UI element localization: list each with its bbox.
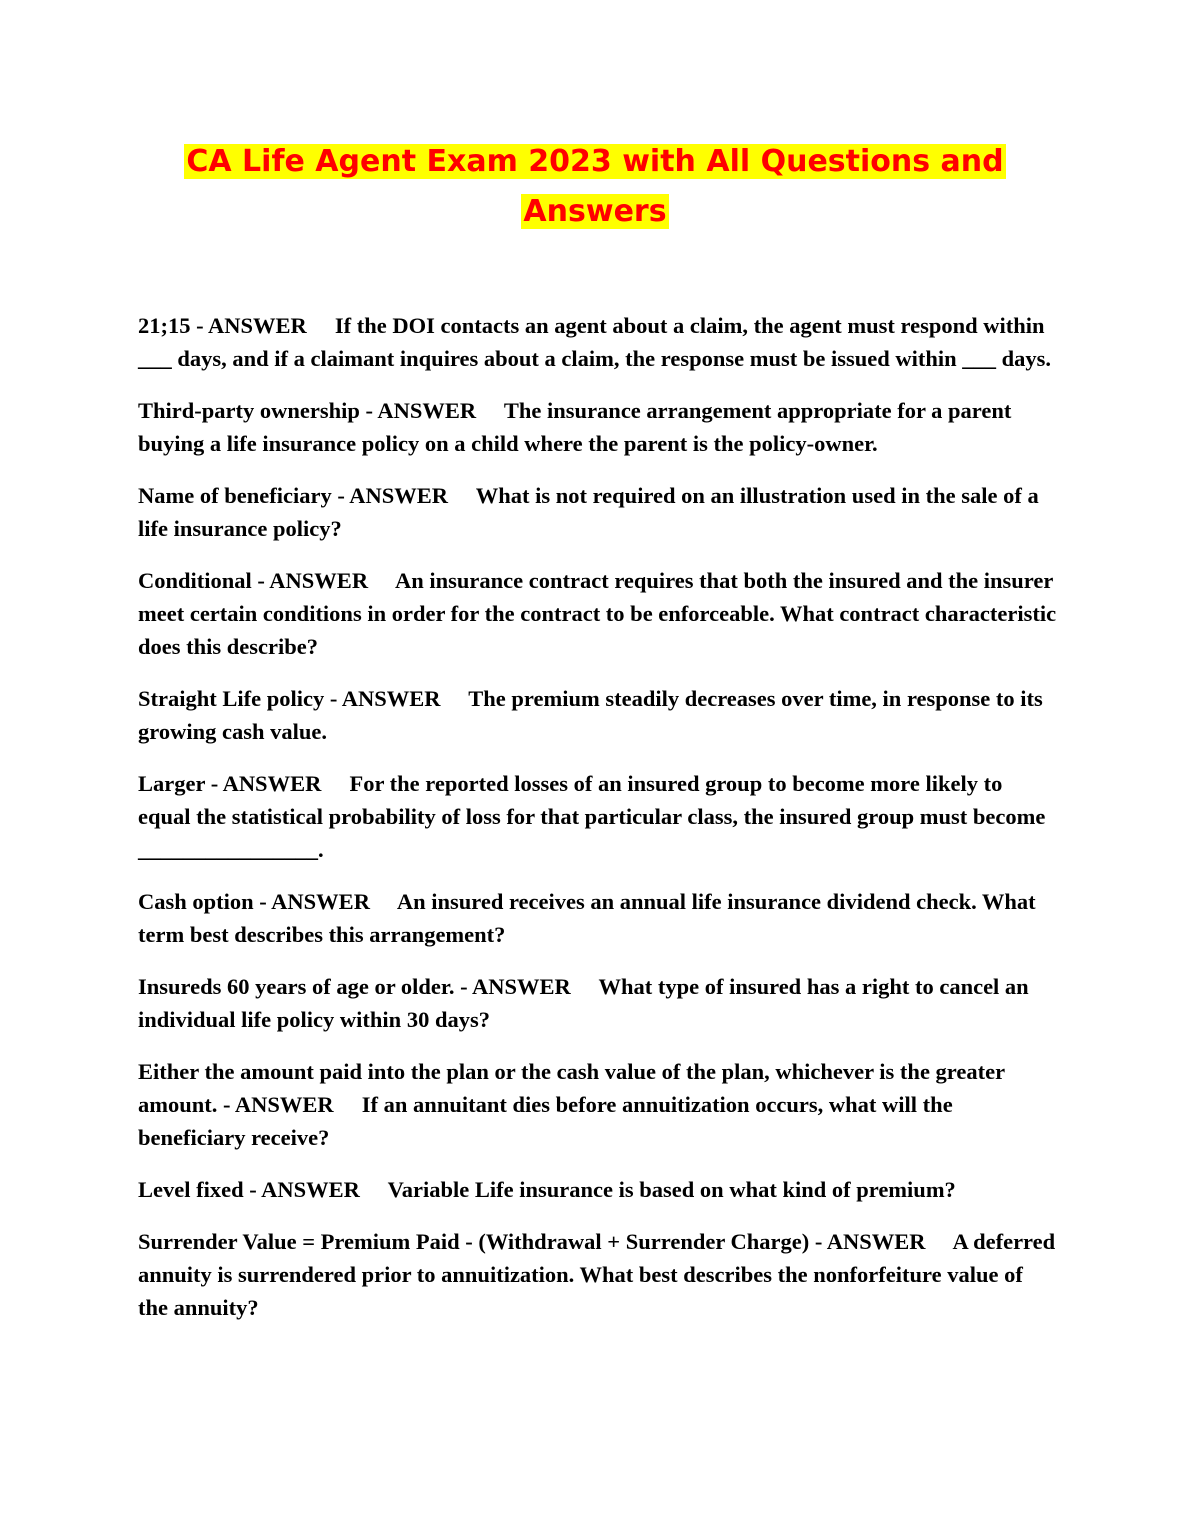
answer-text: Third-party ownership bbox=[138, 398, 360, 423]
qa-item bbox=[138, 885, 1058, 951]
answer-text: 21;15 bbox=[138, 313, 191, 338]
page-title bbox=[0, 137, 1190, 237]
answer-text: Cash option bbox=[138, 889, 254, 914]
qa-item bbox=[138, 479, 1058, 545]
qa-item bbox=[138, 564, 1058, 663]
answer-text: Straight Life policy bbox=[138, 686, 325, 711]
qa-list bbox=[138, 309, 1058, 1343]
answer-marker: - ANSWER bbox=[814, 1229, 926, 1254]
answer-marker: - ANSWER bbox=[210, 771, 322, 796]
question-text: An insured receives an annual life insurance dividend check. What term best describes this arrangement? bbox=[138, 889, 1036, 947]
answer-marker: - ANSWER bbox=[329, 686, 441, 711]
qa-item bbox=[138, 1055, 1058, 1154]
question-text: Variable Life insurance is based on what kind of premium? bbox=[387, 1177, 956, 1202]
answer-text: Name of beneficiary bbox=[138, 483, 332, 508]
qa-item bbox=[138, 682, 1058, 748]
qa-item bbox=[138, 1173, 1058, 1206]
answer-text: Surrender Value = Premium Paid - (Withdrawal + Surrender Charge) bbox=[138, 1229, 810, 1254]
answer-text: Larger bbox=[138, 771, 206, 796]
answer-text: Either the amount paid into the plan or the cash value of the plan, whichever is the greater amount. bbox=[138, 1059, 1005, 1117]
qa-item bbox=[138, 394, 1058, 460]
question-text: An insurance contract requires that both the insured and the insurer meet certain conditions in order for the contract to be enforceable. What contract characteristic does this describe? bbox=[138, 568, 1057, 659]
answer-marker: - ANSWER bbox=[337, 483, 448, 508]
answer-marker: - ANSWER bbox=[223, 1092, 334, 1117]
answer-marker: - ANSWER bbox=[257, 568, 369, 593]
title-line-2: Answers bbox=[523, 194, 667, 229]
answer-marker: - ANSWER bbox=[249, 1177, 360, 1202]
answer-marker: - ANSWER bbox=[259, 889, 370, 914]
qa-item bbox=[138, 970, 1058, 1036]
answer-text: Insureds 60 years of age or older. bbox=[138, 974, 455, 999]
question-text: What is not required on an illustration used in the sale of a life insurance policy? bbox=[138, 483, 1039, 541]
question-text: If an annuitant dies before annuitization occurs, what will the beneficiary receive? bbox=[138, 1092, 953, 1150]
question-text: The premium steadily decreases over time, in response to its growing cash value. bbox=[138, 686, 1043, 744]
question-text: What type of insured has a right to cancel an individual life policy within 30 days? bbox=[138, 974, 1029, 1032]
question-text: The insurance arrangement appropriate for a parent buying a life insurance policy on a child where the parent is the policy-owner. bbox=[138, 398, 1012, 456]
qa-item bbox=[138, 767, 1058, 866]
qa-item bbox=[138, 309, 1058, 375]
qa-item bbox=[138, 1225, 1058, 1324]
question-text: For the reported losses of an insured group to become more likely to equal the statistical probability of loss for that particular class, the insured group must become ________________. bbox=[138, 771, 1046, 862]
question-text: A deferred annuity is surrendered prior to annuitization. What best describes the nonforfeiture value of the annuity? bbox=[138, 1229, 1056, 1320]
answer-marker: - ANSWER bbox=[460, 974, 571, 999]
answer-marker: - ANSWER bbox=[365, 398, 477, 423]
answer-marker: - ANSWER bbox=[196, 313, 307, 338]
answer-text: Conditional bbox=[138, 568, 252, 593]
title-line-1: CA Life Agent Exam 2023 with All Questions and bbox=[186, 144, 1004, 179]
question-text: If the DOI contacts an agent about a claim, the agent must respond within ___ days, and if a claimant inquires about a claim, the response must be issued within ___ days. bbox=[138, 313, 1052, 371]
answer-text: Level fixed bbox=[138, 1177, 244, 1202]
